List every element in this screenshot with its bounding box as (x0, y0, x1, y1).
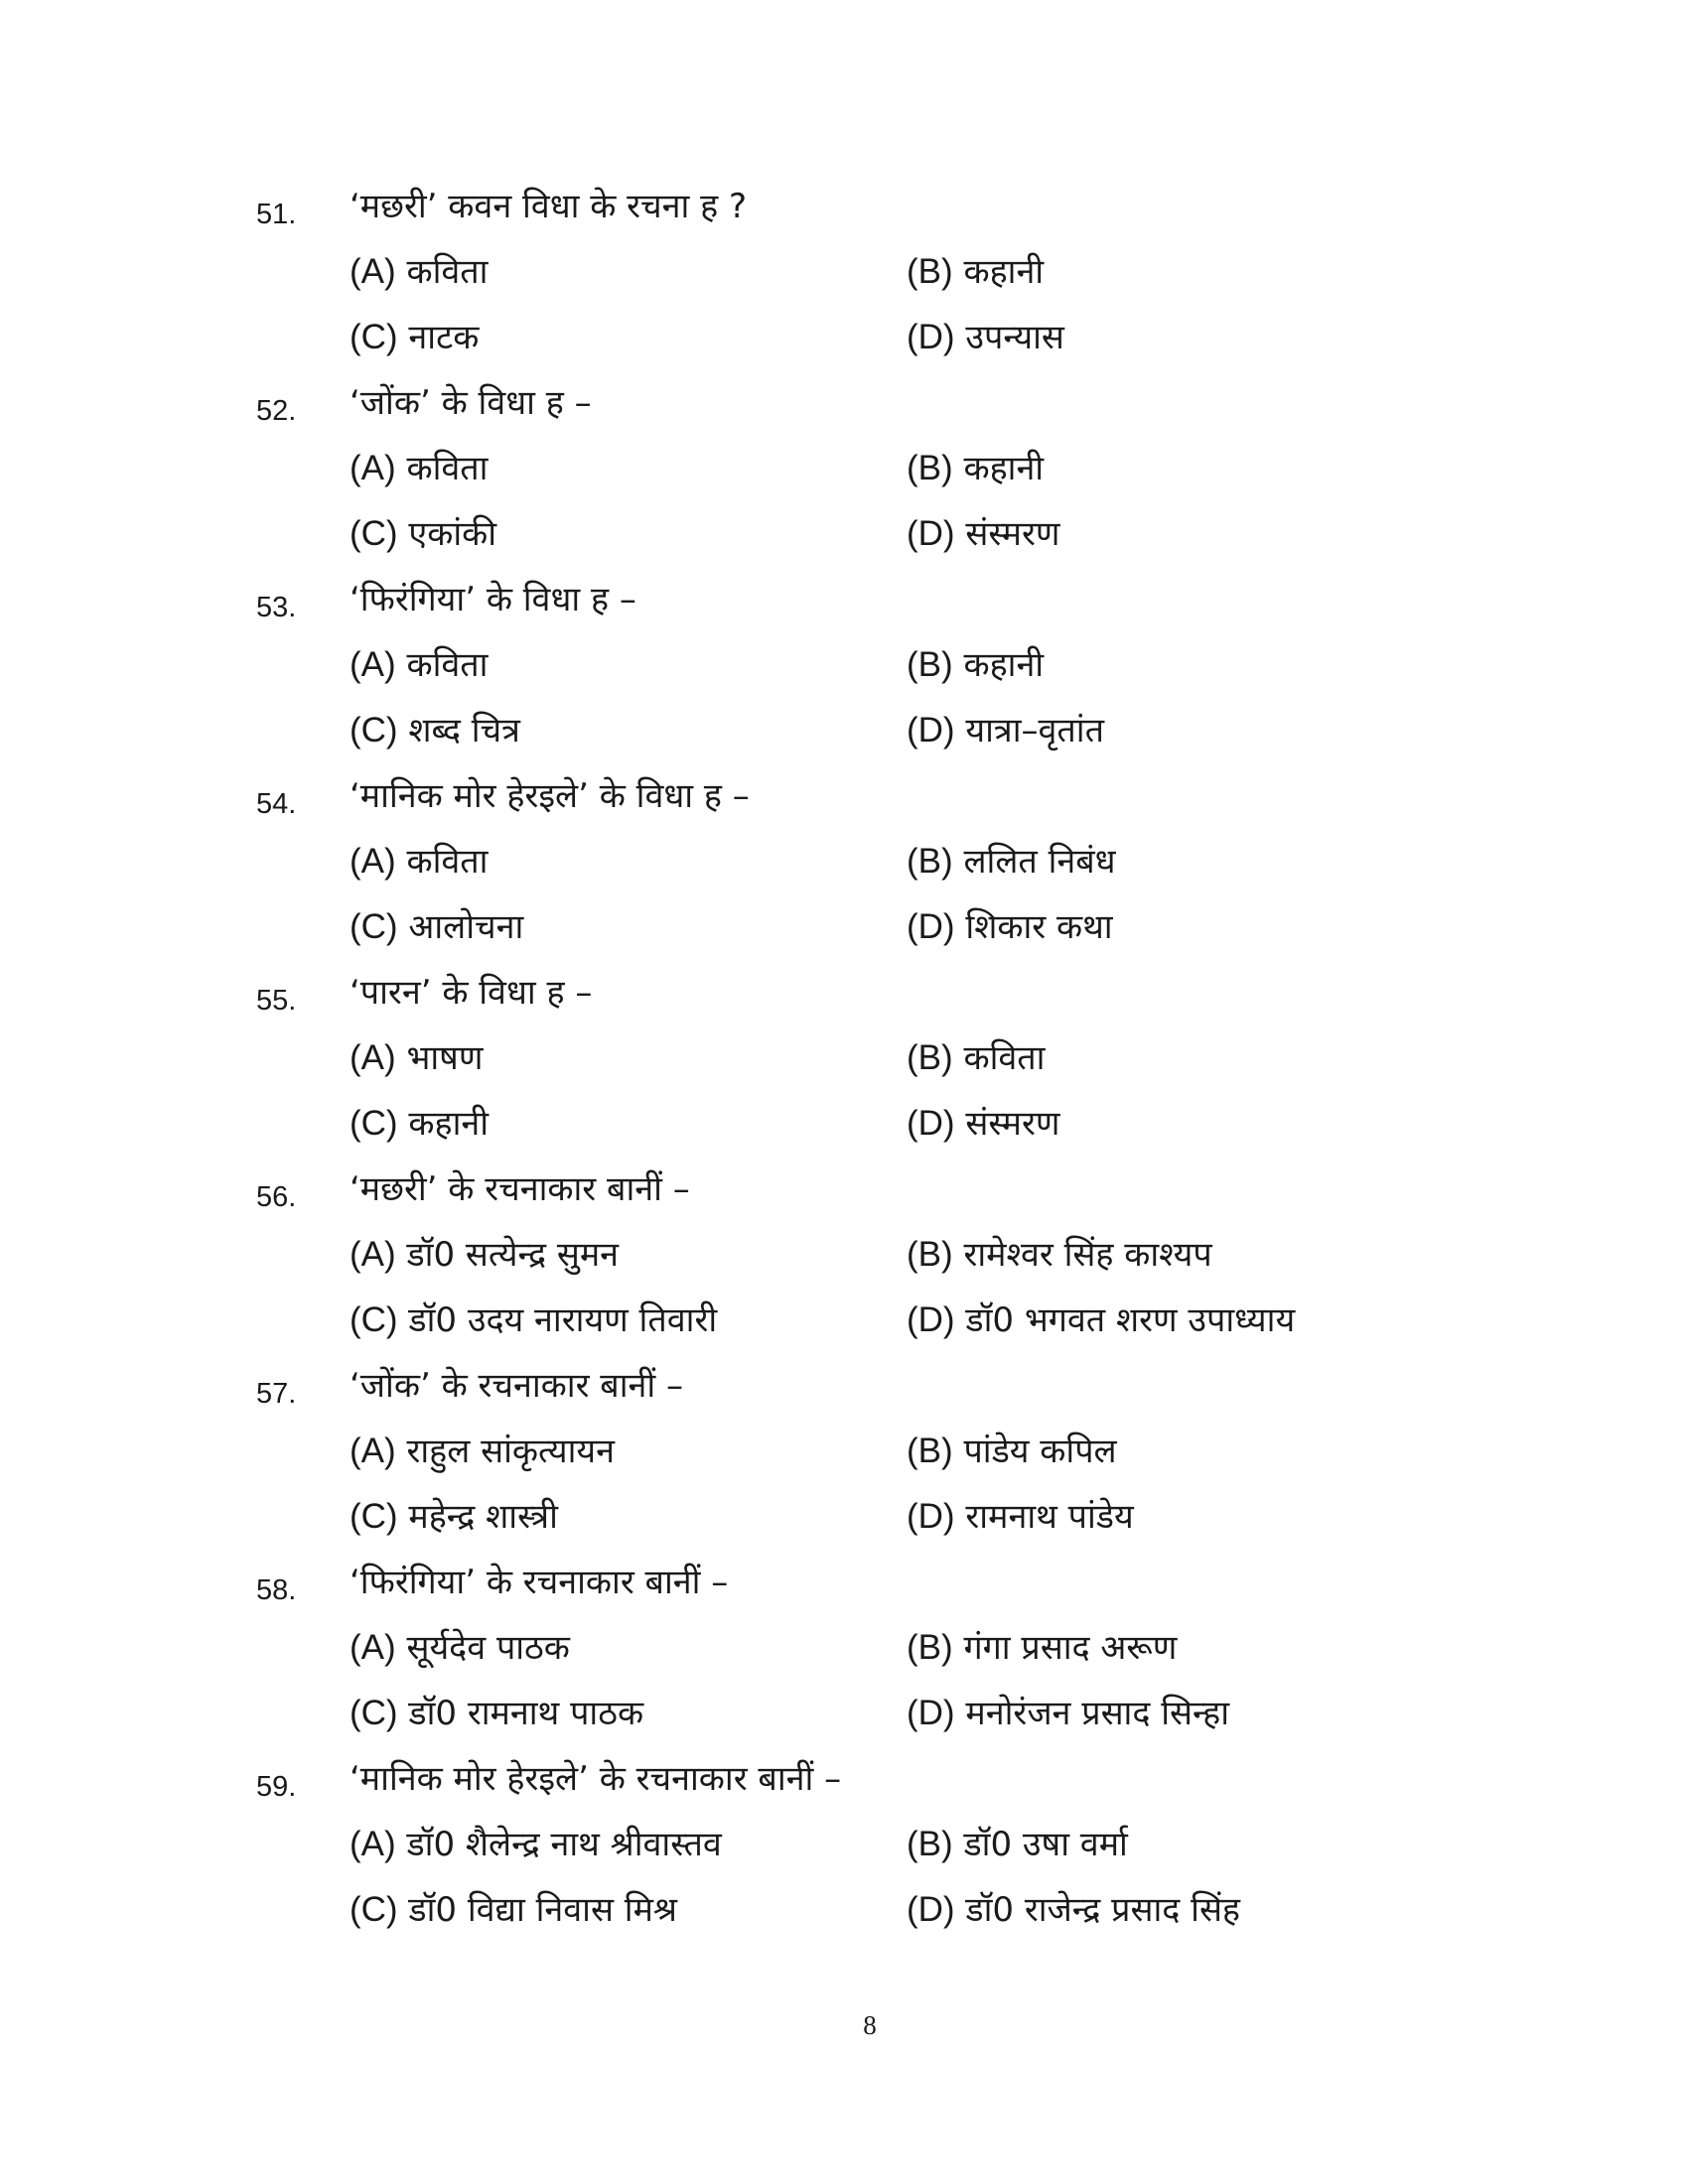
page-number: 8 (863, 2010, 877, 2040)
option-letter: (C) (350, 1104, 398, 1143)
option-letter: (C) (350, 1694, 398, 1732)
option-letter: (C) (350, 1300, 398, 1339)
option-d (907, 512, 1059, 556)
option-c (350, 905, 523, 949)
option-c (350, 512, 496, 556)
option-text: डॉ0 विद्या निवास मिश्र (408, 1890, 677, 1930)
option-text: कहानी (408, 1104, 490, 1144)
question-text: ‘मानिक मोर हेरइले’ के विधा ह – (350, 776, 750, 816)
option-text: महेन्द्र शास्त्री (408, 1497, 558, 1537)
option-d (907, 1102, 1059, 1146)
option-letter: (A) (350, 842, 396, 881)
option-text: यात्रा–वृतांत (965, 711, 1104, 751)
option-text: सूर्यदेव पाठक (406, 1628, 570, 1668)
option-text: डॉ0 सत्येन्द्र सुमन (406, 1235, 620, 1275)
option-b (907, 1233, 1212, 1277)
option-c (350, 1102, 489, 1146)
option-letter: (A) (350, 1038, 396, 1077)
option-text: डॉ0 उषा वर्मा (963, 1825, 1128, 1864)
option-b (907, 1823, 1128, 1866)
option-text: कविता (406, 645, 489, 685)
option-text: राहुल सांकृत्यायन (406, 1432, 615, 1471)
option-text: शिकार कथा (965, 907, 1113, 947)
option-text: कहानी (963, 645, 1045, 685)
question-text: ‘पारन’ के विधा ह – (350, 973, 593, 1013)
question-number: 56. (256, 1181, 297, 1213)
option-text: डॉ0 रामनाथ पाठक (408, 1694, 644, 1733)
option-b (907, 1036, 1045, 1080)
option-letter: (D) (907, 1104, 955, 1143)
option-letter: (B) (907, 252, 953, 291)
option-b (907, 840, 1116, 884)
option-text: डॉ0 भगवत शरण उपाध्याय (965, 1300, 1296, 1340)
option-a (350, 1626, 570, 1670)
option-c (350, 1495, 558, 1539)
option-a (350, 1036, 483, 1080)
option-letter: (D) (907, 1497, 955, 1536)
option-text: संस्मरण (965, 1104, 1060, 1144)
option-letter: (B) (907, 1038, 953, 1077)
question-text: ‘मछरी’ कवन विधा के रचना ह ? (350, 187, 748, 226)
option-letter: (C) (350, 514, 398, 553)
option-b (907, 1430, 1117, 1473)
question-number: 53. (256, 592, 297, 623)
option-letter: (D) (907, 1890, 955, 1929)
question-text: ‘मानिक मोर हेरइले’ के रचनाकार बानीं – (350, 1759, 842, 1799)
option-d (907, 905, 1113, 949)
option-text: भाषण (406, 1038, 484, 1078)
option-letter: (D) (907, 318, 955, 356)
option-c (350, 709, 520, 752)
option-letter: (C) (350, 1497, 398, 1536)
option-a (350, 840, 488, 884)
option-letter: (A) (350, 449, 396, 487)
option-letter: (A) (350, 1235, 396, 1274)
option-letter: (C) (350, 318, 398, 356)
option-letter: (C) (350, 1890, 398, 1929)
option-text: कविता (406, 449, 489, 488)
question-text: ‘जोंक’ के रचनाकार बानीं – (350, 1366, 683, 1406)
question-number: 57. (256, 1378, 297, 1410)
option-letter: (B) (907, 842, 953, 881)
option-text: कहानी (963, 449, 1045, 488)
option-d (907, 709, 1104, 752)
option-a (350, 1233, 619, 1277)
question-number: 55. (256, 985, 297, 1017)
option-c (350, 316, 479, 359)
option-text: डॉ0 उदय नारायण तिवारी (408, 1300, 718, 1340)
question-text: ‘फिरंगिया’ के विधा ह – (350, 580, 636, 619)
option-letter: (B) (907, 1235, 953, 1274)
option-d (907, 1495, 1134, 1539)
option-b (907, 447, 1044, 490)
option-letter: (B) (907, 645, 953, 684)
option-d (907, 316, 1064, 359)
option-text: उपन्यास (965, 318, 1064, 357)
option-letter: (B) (907, 1432, 953, 1470)
option-text: एकांकी (408, 514, 497, 554)
option-text: रामनाथ पांडेय (965, 1497, 1134, 1537)
option-text: पांडेय कपिल (963, 1432, 1117, 1471)
option-a (350, 1430, 615, 1473)
option-text: नाटक (408, 318, 480, 357)
option-d (907, 1298, 1295, 1342)
option-text: डॉ0 राजेन्द्र प्रसाद सिंह (965, 1890, 1240, 1930)
option-letter: (D) (907, 711, 955, 750)
question-number: 58. (256, 1574, 297, 1606)
option-b (907, 643, 1044, 687)
option-text: रामेश्वर सिंह काश्यप (963, 1235, 1212, 1275)
option-letter: (D) (907, 907, 955, 946)
option-text: शब्द चित्र (408, 711, 520, 751)
option-c (350, 1298, 717, 1342)
option-text: डॉ0 शैलेन्द्र नाथ श्रीवास्तव (406, 1825, 722, 1864)
option-b (907, 1626, 1177, 1670)
option-text: गंगा प्रसाद अरूण (963, 1628, 1178, 1668)
option-letter: (B) (907, 1628, 953, 1667)
option-text: आलोचना (408, 907, 524, 947)
option-letter: (D) (907, 514, 955, 553)
option-letter: (A) (350, 252, 396, 291)
option-a (350, 643, 488, 687)
question-text: ‘जोंक’ के विधा ह – (350, 383, 592, 423)
option-a (350, 250, 488, 294)
option-letter: (A) (350, 645, 396, 684)
option-text: कहानी (963, 252, 1045, 292)
option-letter: (B) (907, 1825, 953, 1863)
option-letter: (D) (907, 1694, 955, 1732)
option-letter: (C) (350, 907, 398, 946)
question-number: 59. (256, 1771, 297, 1803)
option-c (350, 1692, 643, 1735)
option-a (350, 1823, 722, 1866)
question-text: ‘मछरी’ के रचनाकार बानीं – (350, 1169, 690, 1209)
option-letter: (D) (907, 1300, 955, 1339)
option-text: संस्मरण (965, 514, 1060, 554)
question-number: 51. (256, 199, 297, 230)
option-letter: (A) (350, 1825, 396, 1863)
question-text: ‘फिरंगिया’ के रचनाकार बानीं – (350, 1563, 729, 1602)
question-number: 54. (256, 788, 297, 820)
option-text: कविता (406, 252, 489, 292)
option-letter: (B) (907, 449, 953, 487)
option-letter: (A) (350, 1432, 396, 1470)
option-a (350, 447, 488, 490)
option-d (907, 1888, 1240, 1932)
option-text: ललित निबंध (963, 842, 1116, 882)
option-letter: (A) (350, 1628, 396, 1667)
option-d (907, 1692, 1229, 1735)
question-number: 52. (256, 395, 297, 427)
option-c (350, 1888, 677, 1932)
option-letter: (C) (350, 711, 398, 750)
option-text: कविता (406, 842, 489, 882)
option-text: मनोरंजन प्रसाद सिन्हा (965, 1694, 1230, 1733)
option-b (907, 250, 1044, 294)
option-text: कविता (963, 1038, 1046, 1078)
